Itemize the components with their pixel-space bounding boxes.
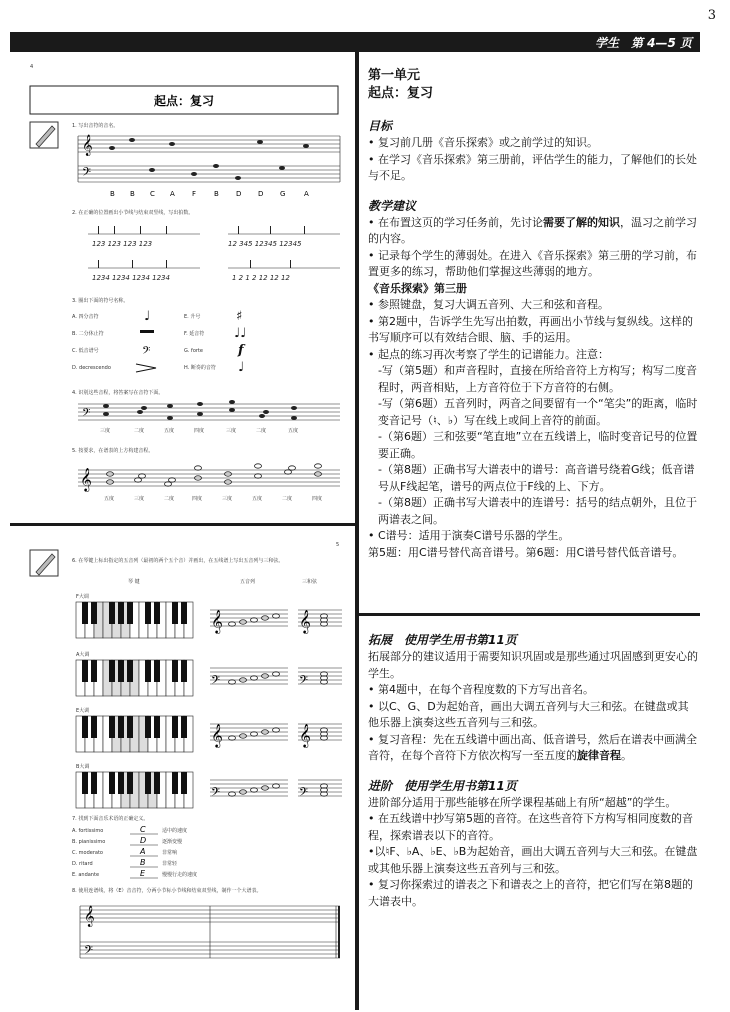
svg-text:四度: 四度 xyxy=(312,496,323,502)
teach-subitem: -（第8题）正确书写大谱表中的谱号：高音谱号绕着G线；低音谱号从F线起笔，谱号的两点位于F线的上、下方。 xyxy=(378,463,695,493)
teach-subitem: -写（第5题）和声音程时，直接在所给音符上方构写；构写二度音程时，两音相贴，上方音符位于下方音符的右侧。 xyxy=(378,364,697,394)
svg-text:F大调: F大调 xyxy=(76,594,89,600)
q5-interval-labels xyxy=(104,495,322,502)
p5-q7: 7. 找到下面音乐术语的正确定义。 xyxy=(72,816,149,822)
teach-subitem: -写（第6题）五音列时，两音之间要留有一个“笔尖”的距离，临时变音记号（♮、♭）写在线上或间上音符的前面。 xyxy=(378,397,698,427)
pentascale-note xyxy=(229,736,236,740)
svg-text:F: F xyxy=(192,190,197,198)
black-key xyxy=(154,660,160,682)
svg-text:♩: ♩ xyxy=(144,309,151,324)
black-key xyxy=(145,716,151,738)
left-divider xyxy=(10,523,355,526)
svg-text:G. forte: G. forte xyxy=(184,348,203,354)
black-key xyxy=(118,772,124,794)
q7-definitions xyxy=(162,827,197,878)
clef-glyph: 𝄞 xyxy=(211,723,223,747)
header-text: 学生 第 4—5 页 xyxy=(594,36,692,50)
pentascale-note xyxy=(273,672,280,676)
svg-text:B. 二分休止符: B. 二分休止符 xyxy=(72,331,104,337)
q4-notes xyxy=(103,400,297,420)
ext-heading: 拓展 使用学生用书第11页 xyxy=(368,633,517,647)
svg-text:四度: 四度 xyxy=(194,428,205,434)
svg-text:C. moderato: C. moderato xyxy=(72,850,103,856)
p4-pnum: 4 xyxy=(30,64,34,70)
svg-text:H. 断奏的音符: H. 断奏的音符 xyxy=(184,365,216,371)
adv-heading: 进阶 使用学生用书第11页 xyxy=(368,778,517,793)
pentascale-note xyxy=(251,618,258,622)
svg-text:三度: 三度 xyxy=(222,496,233,502)
page4-svg xyxy=(10,56,355,521)
student-page-4 xyxy=(10,56,355,521)
p4-q3: 3. 圈出下面的符号名称。 xyxy=(72,298,129,304)
black-key xyxy=(118,660,124,682)
clef-glyph: 𝄞 xyxy=(299,723,311,747)
black-key xyxy=(91,660,97,682)
q5-notes xyxy=(107,464,322,486)
ext-intro: 拓展部分的建议适用于需要知识巩固或是那些通过巩固感到更安心的学生。 xyxy=(368,650,698,680)
svg-text:B: B xyxy=(130,190,135,198)
adv-item: •以♮F、♭A、♭E、♭B为起始音，画出大调五音列与大三和弦。在键盘或其他乐器上演奏这些五音列与三和弦。 xyxy=(368,845,698,875)
svg-text:E: E xyxy=(140,869,146,878)
svg-text:适中的速度: 适中的速度 xyxy=(162,828,188,834)
black-key xyxy=(181,716,187,738)
svg-text:非常轻: 非常轻 xyxy=(162,861,178,867)
svg-text:♩: ♩ xyxy=(238,360,245,375)
pentascale-note xyxy=(251,732,258,736)
goal-heading: 目标 xyxy=(368,119,393,133)
black-key xyxy=(154,772,160,794)
black-key xyxy=(109,772,115,794)
ext-item: • 第4题中，在每个音程度数的下方写出音名。 xyxy=(368,683,594,696)
black-key xyxy=(145,772,151,794)
black-key xyxy=(181,660,187,682)
svg-text:二度: 二度 xyxy=(256,428,267,434)
black-key xyxy=(154,602,160,624)
pentascale-note xyxy=(273,614,280,618)
clef-glyph: 𝄢 xyxy=(211,786,221,802)
black-key xyxy=(127,716,133,738)
clef-glyph: 𝄞 xyxy=(299,609,311,633)
q4-interval-labels xyxy=(100,427,298,434)
svg-text:二度: 二度 xyxy=(164,496,175,502)
page-number: 3 xyxy=(707,8,716,23)
black-key xyxy=(82,602,88,624)
black-key xyxy=(172,602,178,624)
svg-text:f: f xyxy=(238,343,244,358)
pentascale-note xyxy=(273,728,280,732)
black-key xyxy=(109,660,115,682)
svg-text:D: D xyxy=(258,190,264,198)
svg-text:♩♩: ♩♩ xyxy=(234,326,247,341)
p5-q8: 8. 使用连谱线，将（E）音音符，分两小节标小节线和结束双竖线，制作一个大谱表。 xyxy=(72,888,262,894)
svg-text:C. 低音谱号: C. 低音谱号 xyxy=(72,348,99,354)
pentascale-note xyxy=(229,622,236,626)
black-key xyxy=(172,660,178,682)
black-key xyxy=(127,660,133,682)
p4-title: 起点：复习 xyxy=(153,94,215,108)
black-key xyxy=(181,772,187,794)
p4-q4: 4. 识别这些音程，将答案写在音符下面。 xyxy=(72,390,164,396)
black-key xyxy=(82,716,88,738)
svg-text:五度: 五度 xyxy=(288,428,299,434)
pencil-icon xyxy=(30,550,58,576)
svg-text:E. andante: E. andante xyxy=(72,872,100,878)
p5-q6: 6. 在琴键上标出指定的五音列（最初的两个五个音）并画出，在五线谱上写出五音列与三和弦。 xyxy=(72,558,284,564)
teach-subitem: -（第6题）三和弦要“笔直地”立在五线谱上，临时变音记号的位置要正确。 xyxy=(378,430,698,460)
q4-bass-clef: 𝄢 xyxy=(82,407,91,422)
column-divider xyxy=(355,52,359,1010)
svg-text:三度: 三度 xyxy=(100,428,111,434)
adv-intro: 进阶部分适用于那些能够在所学课程基础上有所“超越”的学生。 xyxy=(368,795,677,809)
svg-text:D: D xyxy=(236,190,242,198)
p4-q5: 5. 按要求，在谱表的上方构建音程。 xyxy=(72,448,154,454)
svg-text:123 123 123 123: 123 123 123 123 xyxy=(92,240,153,248)
pentascale-note xyxy=(251,676,258,680)
p4-q2: 2. 在正确的位置画出小节线与结束双竖线，写出拍数。 xyxy=(72,210,194,216)
svg-text:三和弦: 三和弦 xyxy=(302,579,318,585)
svg-text:五度: 五度 xyxy=(104,496,115,502)
svg-text:12 345 12345 12345: 12 345 12345 12345 xyxy=(228,240,302,248)
q7-terms xyxy=(72,828,105,878)
pentascale-note xyxy=(229,680,236,684)
black-key xyxy=(145,660,151,682)
black-key xyxy=(109,716,115,738)
p5-pnum: 5 xyxy=(336,542,340,548)
svg-text:A: A xyxy=(140,847,146,856)
teaching-notes xyxy=(368,67,698,561)
clef-glyph: 𝄢 xyxy=(211,674,221,690)
svg-text:逐渐变慢: 逐渐变慢 xyxy=(162,839,183,845)
svg-text:五度: 五度 xyxy=(164,428,175,434)
svg-text:五度: 五度 xyxy=(252,496,263,502)
black-key xyxy=(181,602,187,624)
adv-item: • 复习你探索过的谱表之下和谱表之上的音符，把它们写在第8题的大谱表中。 xyxy=(368,878,693,908)
black-key xyxy=(154,716,160,738)
unit-title: 起点：复习 xyxy=(368,86,434,101)
pentascale-note xyxy=(229,792,236,796)
svg-text:D. ritard: D. ritard xyxy=(72,861,93,867)
teach-item: • 参照键盘，复习大调五音列、大三和弦和音程。 xyxy=(368,298,609,311)
svg-text:B. pianissimo: B. pianissimo xyxy=(72,839,106,845)
svg-text:B大调: B大调 xyxy=(76,764,90,770)
svg-text:1234 1234 1234 1234: 1234 1234 1234 1234 xyxy=(92,274,170,282)
svg-text:E大调: E大调 xyxy=(76,708,90,714)
svg-text:B: B xyxy=(110,190,115,198)
q1-treble-clef: 𝄞 xyxy=(82,135,93,156)
svg-text:慢慢行走的速度: 慢慢行走的速度 xyxy=(162,872,198,878)
teach-item: 第5题：用C谱号替代高音谱号。第6题：用C谱号替代低音谱号。 xyxy=(368,545,684,559)
q6-keyboard-rows xyxy=(76,602,342,808)
svg-text:D: D xyxy=(140,836,147,845)
svg-text:♯: ♯ xyxy=(236,309,243,324)
svg-text:A. 四分音符: A. 四分音符 xyxy=(72,314,99,320)
page5-svg xyxy=(10,528,355,1008)
black-key xyxy=(82,660,88,682)
teach-item: • 第2题中，告诉学生先写出拍数，再画出小节线与复纵线。这样的书写顺序可以有效结合眼、脑、手的运用。 xyxy=(368,314,693,344)
pentascale-note xyxy=(251,788,258,792)
svg-text:G: G xyxy=(280,190,286,198)
svg-text:F. 延音符: F. 延音符 xyxy=(184,331,205,337)
black-key xyxy=(91,716,97,738)
black-key xyxy=(91,772,97,794)
svg-text:A: A xyxy=(170,190,175,198)
black-key xyxy=(118,602,124,624)
q5-staff xyxy=(78,470,340,486)
clef-glyph: 𝄢 xyxy=(299,786,309,802)
black-key xyxy=(118,716,124,738)
ext-item: • 复习音程：先在五线谱中画出高、低音谱号，然后在谱表中画满全音符，在每个音符下方依次构写一至五度的旋律音程。 xyxy=(368,732,697,762)
svg-text:非常响: 非常响 xyxy=(162,850,178,856)
q1-grand-staff xyxy=(78,136,340,182)
svg-text:1 2 1 2 12 12 12: 1 2 1 2 12 12 12 xyxy=(232,274,290,282)
extension-notes xyxy=(368,631,698,910)
black-key xyxy=(82,772,88,794)
black-key xyxy=(145,602,151,624)
svg-text:四度: 四度 xyxy=(192,496,203,502)
svg-text:A. fortissimo: A. fortissimo xyxy=(72,828,104,834)
teach-heading: 教学建议 xyxy=(368,198,417,213)
book-heading: 《音乐探索》第三册 xyxy=(368,281,467,295)
svg-text:B: B xyxy=(214,190,219,198)
q6-column-headers xyxy=(128,578,318,585)
svg-text:二度: 二度 xyxy=(134,428,145,434)
svg-text:𝄢: 𝄢 xyxy=(142,345,151,360)
goal-item: • 在学习《音乐探索》第三册前，评估学生的能力，了解他们的长处与不足。 xyxy=(368,152,697,182)
teach-item: • C谱号：适用于演奏C谱号乐器的学生。 xyxy=(368,529,570,542)
goal-item: • 复习前几册《音乐探索》或之前学过的知识。 xyxy=(368,136,598,149)
q2-counts xyxy=(92,240,302,282)
clef-glyph: 𝄞 xyxy=(211,609,223,633)
teach-item: • 在布置这页的学习任务前，先讨论需要了解的知识，温习之前学习的内容。 xyxy=(368,215,697,245)
svg-text:E. 升号: E. 升号 xyxy=(184,314,201,320)
svg-text:A大调: A大调 xyxy=(76,652,90,658)
svg-text:五音列: 五音列 xyxy=(240,579,256,585)
header-bar xyxy=(10,32,700,52)
q8-bass-clef: 𝄢 xyxy=(84,944,94,960)
black-key xyxy=(109,602,115,624)
black-key xyxy=(172,716,178,738)
q4-staff xyxy=(78,404,340,420)
q1-note-names xyxy=(110,190,309,198)
q7-answers xyxy=(139,825,146,878)
pentascale-note xyxy=(273,784,280,788)
p4-q1: 1. 写出音符的音名。 xyxy=(72,123,119,129)
svg-text:三度: 三度 xyxy=(134,496,145,502)
black-key xyxy=(127,602,133,624)
teach-item: • 记录每个学生的薄弱处。在进入《音乐探索》第三册的学习前，布置更多的练习，帮助他们掌握这些薄弱的地方。 xyxy=(368,248,697,278)
q8-treble-clef: 𝄞 xyxy=(84,906,95,927)
teach-subitem: -（第8题）正确书写大谱表中的连谱号：括号的结点朝外，且位于两谱表之间。 xyxy=(378,496,697,526)
clef-glyph: 𝄢 xyxy=(299,674,309,690)
svg-text:A: A xyxy=(304,190,309,198)
svg-text:琴 键: 琴 键 xyxy=(128,579,140,585)
black-key xyxy=(91,602,97,624)
q5-treble-clef: 𝄞 xyxy=(80,467,92,491)
svg-text:二度: 二度 xyxy=(282,496,293,502)
ext-item: • 以C、G、D为起始音，画出大调五音列与大三和弦。在键盘或其他乐器上演奏这些五音列与三和弦。 xyxy=(368,699,689,729)
svg-text:C: C xyxy=(140,825,146,834)
svg-text:B: B xyxy=(140,858,146,867)
unit-label: 第一单元 xyxy=(368,68,421,83)
right-divider xyxy=(359,613,700,616)
svg-text:三度: 三度 xyxy=(226,428,237,434)
teach-item: • 起点的练习再次考察了学生的记谱能力。注意： xyxy=(368,347,609,361)
svg-text:C: C xyxy=(150,190,155,198)
student-page-5 xyxy=(10,528,355,1008)
q1-bass-clef: 𝄢 xyxy=(82,166,92,182)
black-key xyxy=(127,772,133,794)
black-key xyxy=(172,772,178,794)
adv-item: • 在五线谱中抄写第5题的音符。在这些音符下方构写相同度数的音程，探索谱表以下的音符。 xyxy=(368,812,693,842)
svg-text:D. decrescendo: D. decrescendo xyxy=(72,365,111,371)
q8-grand-staff xyxy=(80,906,340,958)
pencil-icon xyxy=(30,122,58,148)
